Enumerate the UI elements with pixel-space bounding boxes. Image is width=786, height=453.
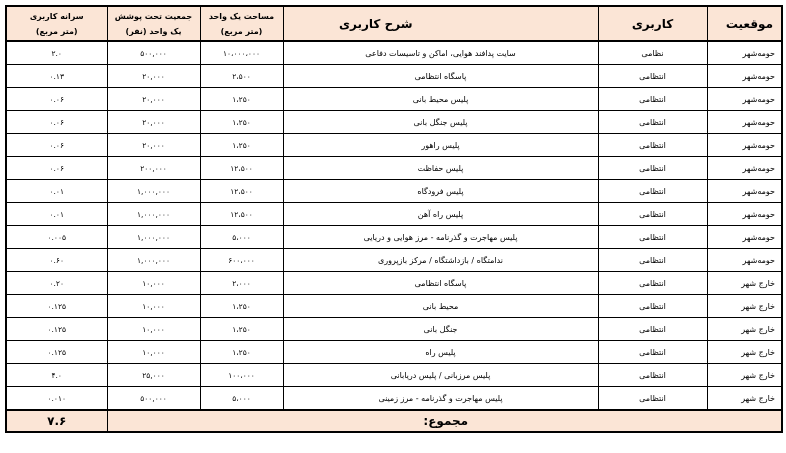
cell-unit-area: ۱۰،۰۰۰،۰۰۰ <box>200 41 283 65</box>
cell-description: پلیس مهاجرت و گذرنامه - مرز هوایی و دریایی <box>283 226 598 249</box>
cell-description: پاسگاه انتظامی <box>283 272 598 295</box>
cell-usage: انتظامی <box>598 111 707 134</box>
cell-description: محیط بانی <box>283 295 598 318</box>
cell-usage: انتظامی <box>598 295 707 318</box>
cell-unit-area: ۱۰۰،۰۰۰ <box>200 364 283 387</box>
cell-location: حومه‌شهر <box>707 226 782 249</box>
cell-description: پلیس راهور <box>283 134 598 157</box>
cell-population: ۱۰,۰۰۰ <box>107 341 200 364</box>
cell-usage: انتظامی <box>598 318 707 341</box>
cell-location: خارج شهر <box>707 341 782 364</box>
cell-description: ندامتگاه / بازداشتگاه / مرکز بازپروری <box>283 249 598 272</box>
cell-usage: انتظامی <box>598 387 707 411</box>
cell-location: حومه‌شهر <box>707 180 782 203</box>
cell-location: حومه‌شهر <box>707 111 782 134</box>
cell-population: ۲۰,۰۰۰ <box>107 65 200 88</box>
table-row <box>6 203 782 226</box>
cell-population: ۵۰۰,۰۰۰ <box>107 41 200 65</box>
cell-population: ۲۰,۰۰۰ <box>107 134 200 157</box>
cell-usage: انتظامی <box>598 88 707 111</box>
cell-description: پلیس مرزبانی / پلیس دریابانی <box>283 364 598 387</box>
cell-per-capita: ۰.۲۰ <box>6 272 107 295</box>
header-location: موقعیت <box>707 6 782 41</box>
land-use-table-container <box>5 5 781 433</box>
cell-description: سایت پدافند هوایی، اماکن و تاسیسات دفاعی <box>283 41 598 65</box>
cell-unit-area: ۶۰۰،۰۰۰ <box>200 249 283 272</box>
cell-per-capita: ۰.۰۶ <box>6 134 107 157</box>
header-unit-area-line2: (متر مربع) <box>220 26 263 36</box>
cell-location: خارج شهر <box>707 387 782 411</box>
cell-unit-area: ۱،۲۵۰ <box>200 88 283 111</box>
cell-unit-area: ۱،۲۵۰ <box>200 295 283 318</box>
cell-unit-area: ۱،۲۵۰ <box>200 341 283 364</box>
cell-per-capita: ۰.۰۱ <box>6 180 107 203</box>
header-coverage-population <box>107 6 200 41</box>
cell-population: ۱۰,۰۰۰ <box>107 272 200 295</box>
cell-per-capita: ۰.۱۲۵ <box>6 295 107 318</box>
total-row <box>6 410 782 432</box>
cell-unit-area: ۱،۲۵۰ <box>200 134 283 157</box>
header-per-capita <box>6 6 107 41</box>
table-row <box>6 111 782 134</box>
cell-location: حومه‌شهر <box>707 203 782 226</box>
cell-location: حومه‌شهر <box>707 65 782 88</box>
cell-description: پلیس راه آهن <box>283 203 598 226</box>
cell-unit-area: ۱۲،۵۰۰ <box>200 180 283 203</box>
table-row <box>6 65 782 88</box>
cell-unit-area: ۱۲،۵۰۰ <box>200 157 283 180</box>
cell-usage: انتظامی <box>598 65 707 88</box>
cell-description: پلیس فرودگاه <box>283 180 598 203</box>
cell-unit-area: ۱،۲۵۰ <box>200 111 283 134</box>
cell-description: پلیس جنگل بانی <box>283 111 598 134</box>
cell-location: خارج شهر <box>707 318 782 341</box>
table-row <box>6 318 782 341</box>
cell-location: حومه‌شهر <box>707 249 782 272</box>
cell-per-capita: ۰.۰۶ <box>6 111 107 134</box>
cell-per-capita: ۰.۰۱۰ <box>6 387 107 411</box>
cell-usage: انتظامی <box>598 180 707 203</box>
table-row <box>6 272 782 295</box>
cell-population: ۲۰,۰۰۰ <box>107 88 200 111</box>
cell-population: ۱,۰۰۰,۰۰۰ <box>107 249 200 272</box>
cell-population: ۲۵,۰۰۰ <box>107 364 200 387</box>
total-value: ۷.۶ <box>6 410 107 432</box>
cell-location: خارج شهر <box>707 272 782 295</box>
cell-description: پاسگاه انتظامی <box>283 65 598 88</box>
header-coverage-population-line1: جمعیت تحت پوشش <box>114 11 193 21</box>
cell-location: خارج شهر <box>707 295 782 318</box>
cell-per-capita: ۰.۰۶ <box>6 157 107 180</box>
table-row <box>6 341 782 364</box>
land-use-table <box>5 5 783 433</box>
cell-per-capita: ۰.۰۶ <box>6 88 107 111</box>
header-per-capita-line2: (متر مربع) <box>35 26 78 36</box>
cell-usage: انتظامی <box>598 272 707 295</box>
table-row <box>6 249 782 272</box>
cell-description: پلیس محیط بانی <box>283 88 598 111</box>
cell-per-capita: ۰.۰۰۵ <box>6 226 107 249</box>
cell-unit-area: ۱۲،۵۰۰ <box>200 203 283 226</box>
cell-unit-area: ۲،۵۰۰ <box>200 65 283 88</box>
table-row <box>6 387 782 411</box>
cell-per-capita: ۰.۱۲۵ <box>6 341 107 364</box>
cell-usage: انتظامی <box>598 364 707 387</box>
cell-usage: انتظامی <box>598 226 707 249</box>
header-unit-area <box>200 6 283 41</box>
table-row <box>6 364 782 387</box>
table-row <box>6 134 782 157</box>
cell-population: ۱,۰۰۰,۰۰۰ <box>107 203 200 226</box>
table-row <box>6 41 782 65</box>
header-coverage-population-line2: یک واحد (نفر) <box>125 26 182 36</box>
cell-location: حومه‌شهر <box>707 157 782 180</box>
table-row <box>6 157 782 180</box>
cell-population: ۲۰,۰۰۰ <box>107 111 200 134</box>
cell-description: پلیس مهاجرت و گذرنامه - مرز زمینی <box>283 387 598 411</box>
cell-population: ۱۰,۰۰۰ <box>107 318 200 341</box>
cell-population: ۱,۰۰۰,۰۰۰ <box>107 180 200 203</box>
header-usage: کاربری <box>598 6 707 41</box>
cell-unit-area: ۵،۰۰۰ <box>200 387 283 411</box>
cell-description: پلیس حفاظت <box>283 157 598 180</box>
cell-population: ۱۰,۰۰۰ <box>107 295 200 318</box>
cell-location: حومه‌شهر <box>707 41 782 65</box>
table-body <box>6 41 782 410</box>
table-row <box>6 88 782 111</box>
cell-per-capita: ۰.۱۳ <box>6 65 107 88</box>
cell-unit-area: ۱،۲۵۰ <box>200 318 283 341</box>
cell-usage: انتظامی <box>598 249 707 272</box>
cell-per-capita: ۴.۰ <box>6 364 107 387</box>
cell-location: خارج شهر <box>707 364 782 387</box>
cell-per-capita: ۰.۰۱ <box>6 203 107 226</box>
cell-unit-area: ۲،۰۰۰ <box>200 272 283 295</box>
cell-location: حومه‌شهر <box>707 88 782 111</box>
total-label: مجموع: <box>107 410 782 432</box>
table-row <box>6 295 782 318</box>
cell-population: ۵۰۰,۰۰۰ <box>107 387 200 411</box>
cell-location: حومه‌شهر <box>707 134 782 157</box>
cell-per-capita: ۰.۶۰ <box>6 249 107 272</box>
header-row <box>6 6 782 41</box>
header-description: شرح کاربری <box>283 6 598 41</box>
table-row <box>6 226 782 249</box>
table-row <box>6 180 782 203</box>
header-unit-area-line1: مساحت یک واحد <box>208 11 275 21</box>
cell-usage: انتظامی <box>598 341 707 364</box>
cell-usage: انتظامی <box>598 134 707 157</box>
cell-per-capita: ۰.۱۲۵ <box>6 318 107 341</box>
cell-population: ۲۰۰,۰۰۰ <box>107 157 200 180</box>
cell-population: ۱,۰۰۰,۰۰۰ <box>107 226 200 249</box>
cell-usage: انتظامی <box>598 157 707 180</box>
cell-description: جنگل بانی <box>283 318 598 341</box>
cell-usage: نظامی <box>598 41 707 65</box>
cell-usage: انتظامی <box>598 203 707 226</box>
cell-per-capita: ۲.۰ <box>6 41 107 65</box>
cell-unit-area: ۵،۰۰۰ <box>200 226 283 249</box>
header-per-capita-line1: سرانه کاربری <box>29 11 84 21</box>
cell-description: پلیس راه <box>283 341 598 364</box>
